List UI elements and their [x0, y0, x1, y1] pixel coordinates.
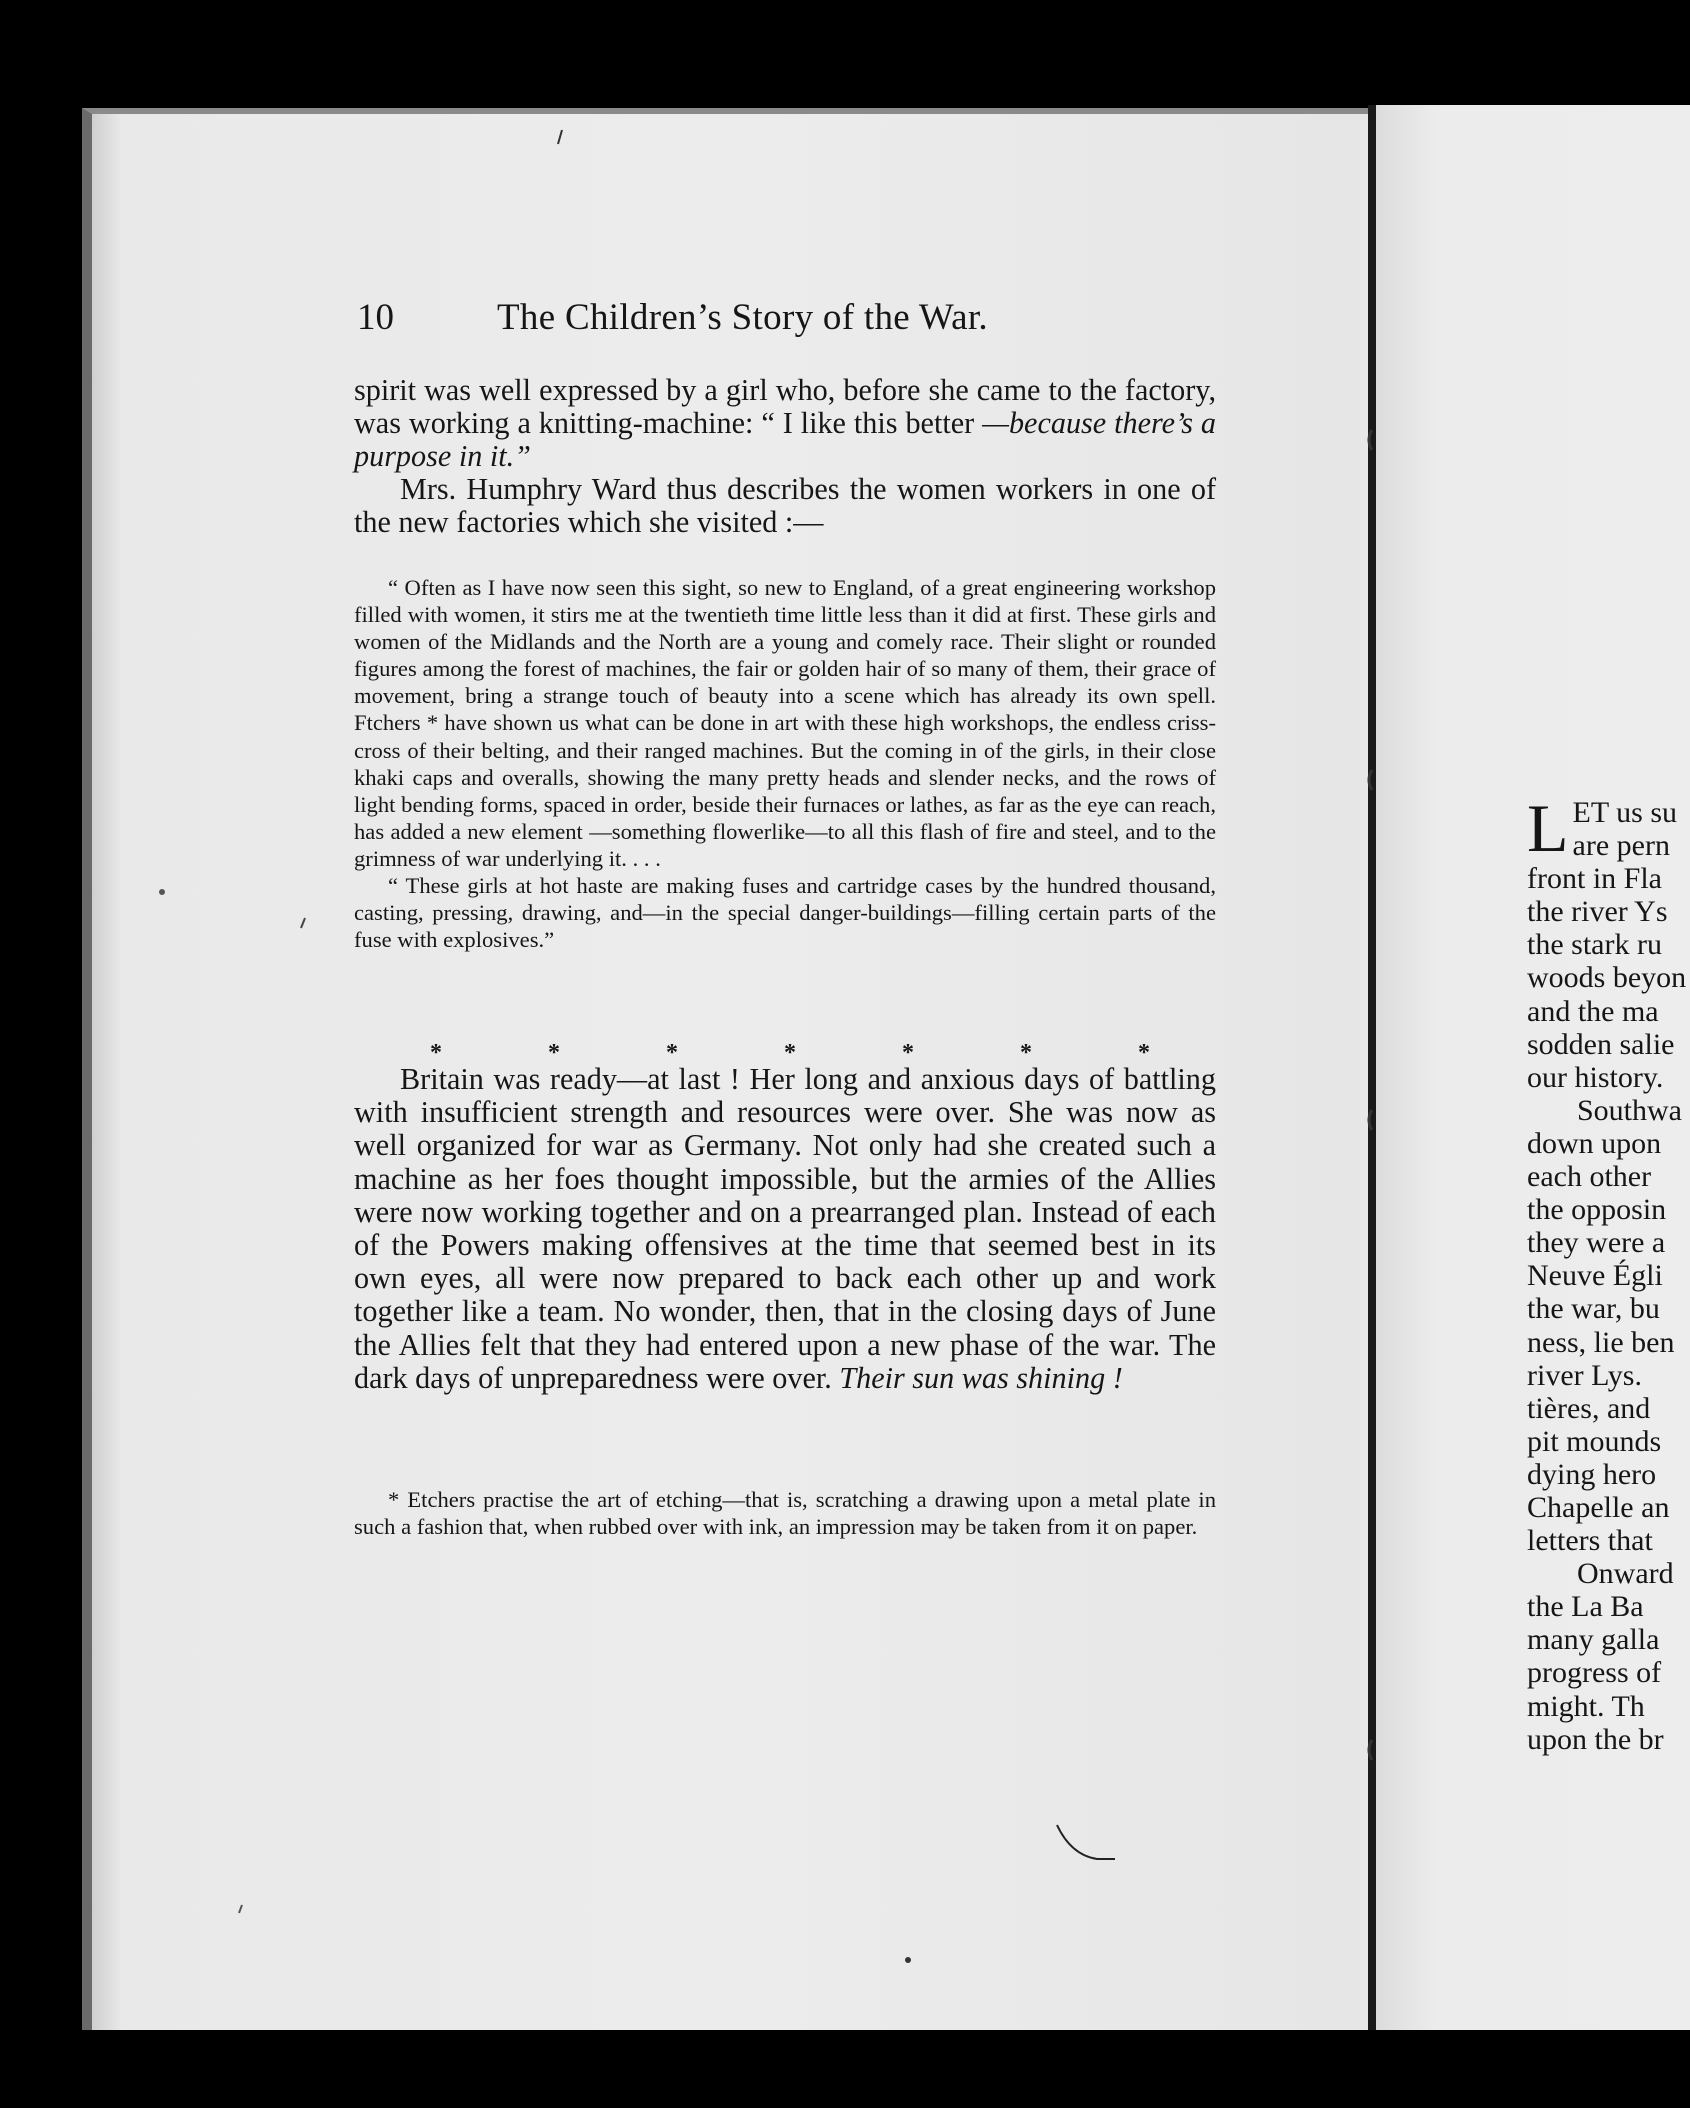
paragraph-3	[354, 1063, 1216, 1395]
separator-asterisk: *	[666, 1040, 678, 1066]
drop-cap: L	[1527, 790, 1569, 866]
right-line: Southwa	[1577, 1093, 1682, 1127]
paragraph-2-text: Mrs. Humphry Ward thus describes the women workers in one of the new factories which she visited :—	[354, 472, 1216, 540]
footnote-text: * Etchers practise the art of etching—that is, scratching a drawing upon a metal plate in such a fashion that, when rubbed over with ink, an impression may be taken from it on paper.	[354, 1487, 1216, 1539]
right-line: ET us su	[1572, 796, 1678, 829]
right-line: and the ma	[1527, 994, 1659, 1028]
right-line: the war, bu	[1527, 1292, 1660, 1326]
paragraph-3-text: Britain was ready—at last ! Her long and anxious days of battling with insufficient strength and resources were over. She was now as well organized for war as Germany. Not only had she created such a machine as her foes thought impossible, but the armies of the Allies were now working together and on a prearranged plan. Instead of each of the Powers making offensives at the time that seemed best in its own eyes, all were now prepared to back each other up and work together like a team. No wonder, then, that in the closing days of June the Allies felt that they had entered upon a new phase of the war. The dark days of unpreparedness were over.	[354, 1062, 1216, 1395]
right-line: the La Ba	[1527, 1590, 1644, 1624]
right-line: our history.	[1527, 1060, 1664, 1094]
right-line: river Lys.	[1527, 1358, 1642, 1392]
right-line: are pern	[1572, 829, 1670, 863]
running-title: The Children’s Story of the War.	[497, 297, 988, 338]
right-line: down upon	[1527, 1126, 1662, 1160]
right-line: dying hero	[1527, 1457, 1657, 1491]
right-line: progress of	[1527, 1656, 1662, 1690]
quote-paragraph-1: “ Often as I have now seen this sight, so new to England, of a great engineering workshop filled with women, it stirs me at the twentieth time little less than it did at first. These girls and women of the Midlands and the North are a young and comely race. Their slight or rounded figures among the forest of machines, the fair or golden hair of so many of them, their grace of movement, bring a strange touch of beauty into a scene which has already its own spell. Ftchers * have shown us what can be done in art with these high workshops, the endless criss-cross of their belting, and their ranged machines. But the coming in of the girls, in their close khaki caps and overalls, showing the many pretty heads and slender necks, and the rows of light bending forms, spaced in order, beside their furnaces or lathes, as far as the eye can reach, has added a new element —something flowerlike—to all this flash of fire and steel, and to the grimness of war underlying it. . . .	[354, 575, 1216, 871]
paragraph-1-italic: —because there’s a purpose in it.”	[354, 406, 1216, 474]
right-line: upon the br	[1527, 1722, 1664, 1756]
right-line: Neuve Égli	[1527, 1259, 1663, 1293]
separator-asterisk: *	[430, 1040, 442, 1066]
paragraph-1-text: spirit was well expressed by a girl who, before she came to the factory, was working a knitting-machine: “ I like this better	[354, 373, 1216, 441]
right-line: Chapelle an	[1527, 1490, 1670, 1524]
scan-bottom-edge	[82, 2030, 1690, 2108]
right-line: front in Fla	[1527, 862, 1662, 896]
right-line: the river Ys	[1527, 895, 1668, 929]
right-line: the stark ru	[1527, 928, 1662, 962]
separator-asterisk: *	[1138, 1040, 1150, 1066]
separator-asterisk: *	[1020, 1040, 1032, 1066]
right-line: ness, lie ben	[1527, 1325, 1675, 1359]
right-line: the opposin	[1527, 1193, 1667, 1227]
right-line: tières, and	[1527, 1391, 1651, 1425]
separator-asterisk: *	[902, 1040, 914, 1066]
footnote	[354, 1486, 1216, 1540]
book-gutter	[1368, 105, 1376, 2040]
running-head	[357, 296, 1177, 346]
right-line: Onward	[1577, 1557, 1674, 1591]
block-quote	[354, 574, 1216, 953]
right-page-text	[1527, 790, 1690, 1756]
right-line: pit mounds	[1527, 1424, 1662, 1458]
paragraph-3-italic: Their sun was shining !	[839, 1360, 1123, 1395]
right-line: letters that	[1527, 1524, 1653, 1558]
separator-asterisk: *	[548, 1040, 560, 1066]
right-line: each other	[1527, 1160, 1652, 1194]
page-number: 10	[357, 297, 394, 338]
right-line: woods beyon	[1527, 961, 1687, 995]
paragraph-1	[354, 374, 1216, 474]
paragraph-2	[354, 473, 1216, 539]
separator-asterisk: *	[784, 1040, 796, 1066]
quote-paragraph-2: “ These girls at hot haste are making fuses and cartridge cases by the hundred thousand, casting, pressing, drawing, and—in the special danger-buildings—filling certain parts of the fuse with explosives.”	[354, 873, 1216, 953]
right-line: might. Th	[1527, 1689, 1645, 1723]
right-line: many galla	[1527, 1623, 1660, 1657]
right-line: they were a	[1527, 1226, 1666, 1260]
right-line: sodden salie	[1527, 1027, 1675, 1061]
